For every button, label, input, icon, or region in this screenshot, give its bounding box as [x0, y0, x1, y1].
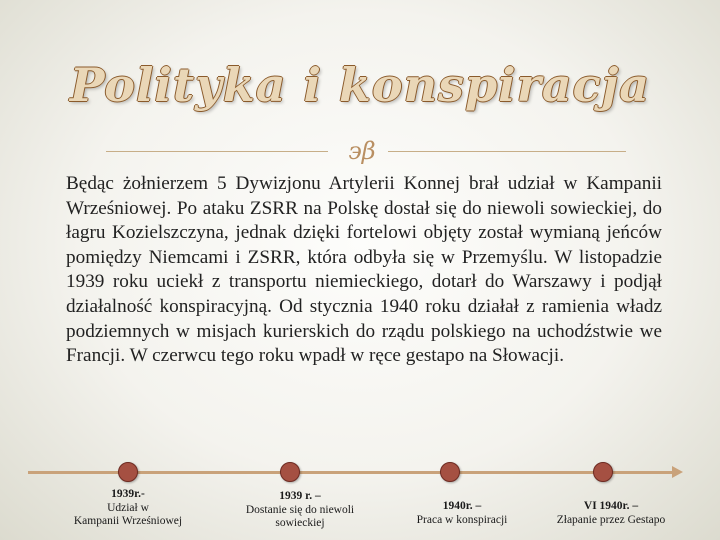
timeline-event-3	[392, 500, 532, 527]
slide-title: Polityka i konspiracja	[69, 58, 651, 112]
timeline-event-1	[38, 488, 218, 529]
timeline-marker-1	[118, 462, 138, 482]
event-date: 1939 r. –	[279, 490, 321, 502]
event-text-line1: Udział w	[107, 501, 149, 514]
timeline-marker-4	[593, 462, 613, 482]
event-date: 1940r. –	[442, 500, 482, 512]
event-date: VI 1940r. –	[583, 500, 639, 512]
title-divider-right	[388, 151, 626, 152]
timeline-arrow-icon	[672, 466, 683, 478]
event-text-line2: Kampanii Wrześniowej	[73, 515, 183, 527]
body-paragraph: Będąc żołnierzem 5 Dywizjonu Artylerii Konnej brał udział w Kampanii Wrześniowej. Po ataku ZSRR na Polskę dostał się do niewoli sowieckiej, do łagru Kozielszczyna, jednak dzięki fortelowi objęty został wymianą jeńców pomiędzy Niemcami i ZSRR, która odbyła się w Przemyślu. W listopadzie 1939 roku uciekł z transportu niemieckiego, dotarł do Warszawy i podjął działalność konspiracyjną. Od stycznia 1940 roku działał z ramienia władz podziemnych w misjach kurierskich do rządu polskiego na uchodźstwie we Francji. W czerwcu tego roku wpadł w ręce gestapo na Słowacji.	[66, 173, 662, 367]
timeline-event-4	[532, 500, 690, 527]
timeline-marker-3	[440, 462, 460, 482]
event-text-line1: Dostanie się do niewoli	[245, 503, 355, 516]
event-text-line1: Złapanie przez Gestapo	[556, 513, 666, 526]
ornament-icon: ϶β	[348, 137, 376, 165]
timeline-event-2	[215, 490, 385, 531]
title-divider-left	[106, 151, 328, 152]
event-text-line2: sowieckiej	[275, 517, 325, 529]
timeline-marker-2	[280, 462, 300, 482]
event-date: 1939r.-	[111, 488, 145, 500]
event-text-line1: Praca w konspiracji	[416, 513, 508, 526]
